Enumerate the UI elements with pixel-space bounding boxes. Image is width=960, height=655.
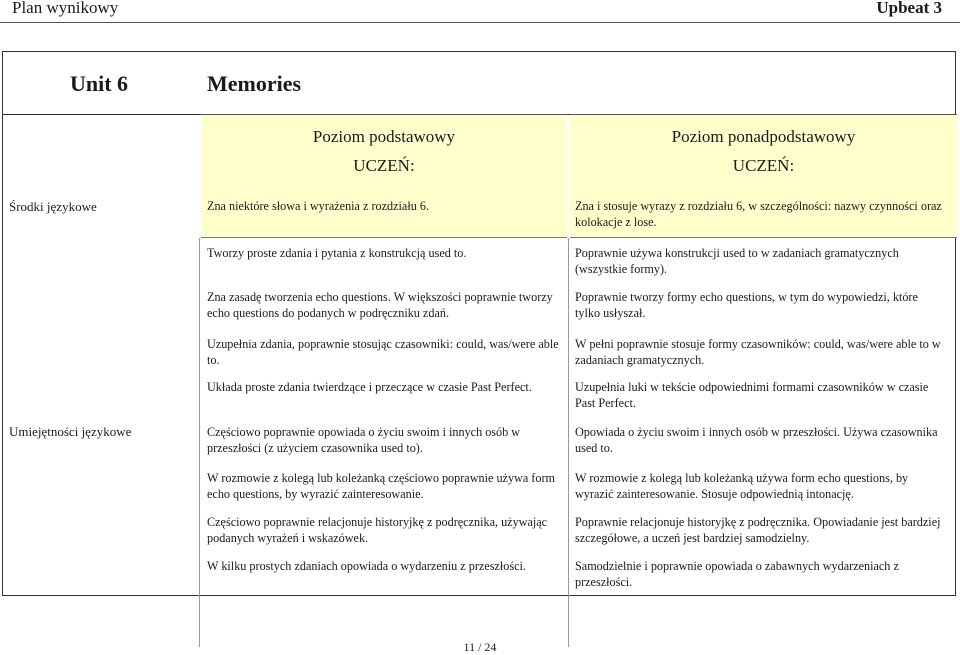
advanced-item: Poprawnie używa konstrukcji used to w zadaniach gramatycznych (wszystkie formy).	[575, 246, 899, 276]
unit-number: Unit 6	[70, 71, 129, 96]
section-language-skills: Umiejętności językowe	[9, 424, 132, 439]
basic-level-header	[201, 114, 567, 238]
basic-level-name: Poziom podstawowy	[312, 127, 456, 146]
advanced-item: Uzupełnia luki w tekście odpowiednimi formami czasowników w czasie Past Perfect.	[575, 380, 929, 410]
basic-item: Układa proste zdania twierdzące i przeczące w czasie Past Perfect.	[207, 380, 532, 394]
unit-row	[3, 52, 955, 115]
column-divider	[568, 238, 569, 647]
basic-item: Uzupełnia zdania, poprawnie stosując czasowniki: could, was/were able to.	[207, 337, 559, 367]
advanced-item: Opowiada o życiu swoim i innych osób w przeszłości. Używa czasownika used to.	[575, 425, 938, 455]
document-header-book: Upbeat 3	[876, 0, 942, 17]
basic-item: Częściowo poprawnie opowiada o życiu swoim i innych osób w przeszłości (z użyciem czasownika used to).	[207, 425, 521, 455]
basic-item: Zna zasadę tworzenia echo questions. W większości poprawnie tworzy echo questions do podanych w podręczniku zdań.	[207, 290, 553, 320]
advanced-level-name: Poziom ponadpodstawowy	[671, 127, 856, 146]
column-divider	[199, 238, 200, 647]
advanced-item: Samodzielnie i poprawnie opowiada o zabawnych wydarzeniach z przeszłości.	[575, 559, 899, 589]
advanced-item: Zna i stosuje wyrazy z rozdziału 6, w szczególności: nazwy czynności oraz kolokacje z lose.	[575, 199, 942, 229]
page-number: 11 / 24	[463, 640, 497, 654]
document-header-title: Plan wynikowy	[12, 0, 119, 17]
basic-level-student: UCZEŃ:	[353, 156, 415, 175]
header-divider	[0, 22, 960, 23]
basic-item: W kilku prostych zdaniach opowiada o wydarzeniu z przeszłości.	[207, 559, 526, 573]
advanced-item: W pełni poprawnie stosuje formy czasowników: could, was/were able to w zadaniach gramatycznych.	[575, 337, 941, 367]
basic-item: Tworzy proste zdania i pytania z konstrukcją used to.	[207, 246, 467, 260]
basic-item: W rozmowie z kolegą lub koleżanką częściowo poprawnie używa form echo questions, by wyrazić zainteresowanie.	[207, 471, 555, 501]
advanced-item: W rozmowie z kolegą lub koleżanką używa form echo questions, by wyrazić zainteresowanie. Stosuje odpowiednią intonację.	[575, 471, 909, 501]
advanced-item: Poprawnie tworzy formy echo questions, w tym do wypowiedzi, które tylko usłyszał.	[575, 290, 918, 320]
plan-table	[2, 51, 956, 596]
advanced-item: Poprawnie relacjonuje historyjkę z podręcznika. Opowiadanie jest bardziej szczegółowe, a uczeń jest bardziej samodzielny.	[575, 515, 941, 545]
unit-title: Memories	[207, 71, 302, 96]
basic-item: Zna niektóre słowa i wyrażenia z rozdziału 6.	[207, 199, 429, 213]
basic-item: Częściowo poprawnie relacjonuje historyjkę z podręcznika, używając podanych wyrażeń i wskazówek.	[207, 515, 548, 545]
section-language-means: Środki językowe	[9, 199, 97, 214]
advanced-level-student: UCZEŃ:	[732, 156, 795, 175]
